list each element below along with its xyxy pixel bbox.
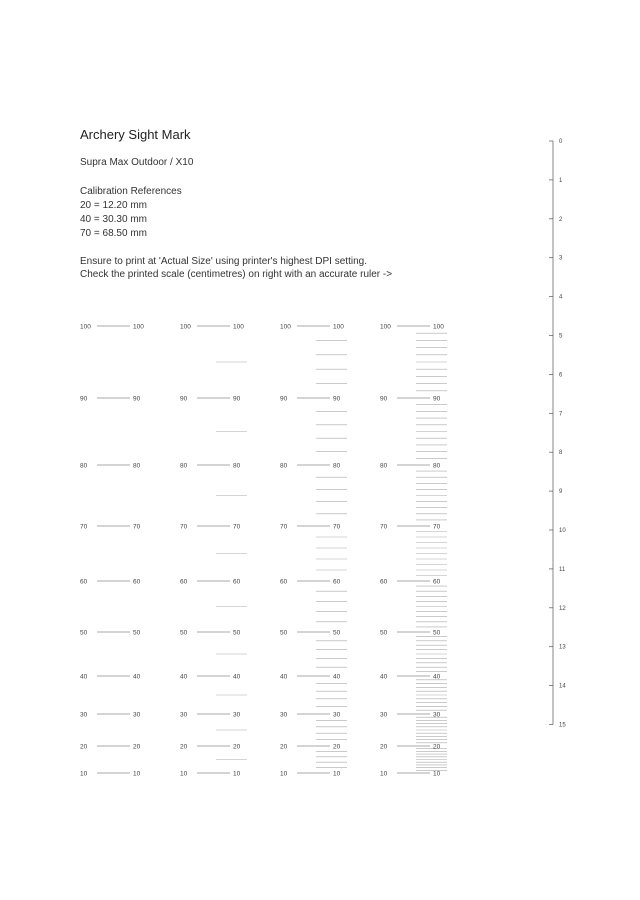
page-title: Archery Sight Mark bbox=[80, 127, 191, 142]
scale-mark-label-left: 20 bbox=[280, 743, 288, 751]
scale-mark-label-right: 90 bbox=[433, 395, 441, 403]
scale-mark-label-right: 80 bbox=[233, 462, 241, 470]
instruction-line: Check the printed scale (centimetres) on right with an accurate ruler -> bbox=[80, 269, 393, 280]
scale-mark-label-right: 70 bbox=[333, 523, 341, 531]
scale-mark-label-right: 50 bbox=[233, 629, 241, 637]
ruler-label: 8 bbox=[559, 450, 563, 457]
calibration-line: 70 = 68.50 mm bbox=[80, 228, 147, 239]
scale-mark-label-right: 30 bbox=[333, 711, 341, 719]
calibration-line: 20 = 12.20 mm bbox=[80, 200, 147, 211]
scale-mark-label-right: 10 bbox=[233, 770, 241, 778]
scale-mark-label-right: 50 bbox=[433, 629, 441, 637]
ruler-label: 6 bbox=[559, 372, 563, 379]
scale-mark-label-left: 70 bbox=[180, 523, 188, 531]
scale-mark-label-right: 60 bbox=[333, 578, 341, 586]
scale-mark-label-left: 50 bbox=[80, 629, 88, 637]
scale-mark-label-right: 20 bbox=[433, 743, 441, 751]
scale-mark-label-right: 60 bbox=[133, 578, 141, 586]
scale-mark-label-right: 40 bbox=[133, 673, 141, 681]
scale-mark-label-left: 60 bbox=[180, 578, 188, 586]
scale-mark-label-left: 20 bbox=[80, 743, 88, 751]
scale-mark-label-right: 60 bbox=[233, 578, 241, 586]
calibration-heading: Calibration References bbox=[80, 186, 182, 197]
scale-mark-label-right: 10 bbox=[433, 770, 441, 778]
ruler-label: 0 bbox=[559, 139, 563, 145]
calibration-line: 40 = 30.30 mm bbox=[80, 214, 147, 225]
ruler-label: 10 bbox=[559, 528, 566, 534]
scale-mark-label-left: 20 bbox=[180, 743, 188, 751]
ruler-label: 5 bbox=[559, 333, 563, 340]
scale-mark-label-right: 100 bbox=[333, 323, 344, 331]
scale-mark-label-right: 100 bbox=[433, 323, 444, 331]
scale-mark-label-left: 10 bbox=[180, 770, 188, 778]
scale-mark-label-right: 40 bbox=[233, 673, 241, 681]
scale-mark-label-right: 50 bbox=[133, 629, 141, 637]
scale-mark-label-left: 80 bbox=[380, 462, 388, 470]
scale-mark-label-left: 70 bbox=[280, 523, 288, 531]
scale-mark-label-right: 20 bbox=[333, 743, 341, 751]
scale-mark-label-left: 80 bbox=[80, 462, 88, 470]
scale-mark-label-left: 40 bbox=[280, 673, 288, 681]
ruler-label: 4 bbox=[559, 294, 563, 301]
scale-mark-label-left: 100 bbox=[280, 323, 291, 331]
scale-mark-label-left: 100 bbox=[380, 323, 391, 331]
scale-mark-label-right: 60 bbox=[433, 578, 441, 586]
scale-mark-label-left: 50 bbox=[380, 629, 388, 637]
bow-setup-subtitle: Supra Max Outdoor / X10 bbox=[80, 157, 194, 168]
ruler-label: 15 bbox=[559, 722, 566, 729]
ruler-label: 13 bbox=[559, 644, 566, 651]
scale-mark-label-left: 90 bbox=[380, 395, 388, 403]
scale-mark-label-right: 80 bbox=[133, 462, 141, 470]
scale-mark-label-left: 40 bbox=[180, 673, 188, 681]
scale-mark-label-left: 10 bbox=[380, 770, 388, 778]
scale-mark-label-right: 50 bbox=[333, 629, 341, 637]
scale-mark-label-right: 90 bbox=[233, 395, 241, 403]
scale-mark-label-left: 80 bbox=[180, 462, 188, 470]
scale-mark-label-left: 80 bbox=[280, 462, 288, 470]
scale-mark-label-left: 100 bbox=[180, 323, 191, 331]
scale-mark-label-right: 10 bbox=[133, 770, 141, 778]
scale-mark-label-left: 100 bbox=[80, 323, 91, 331]
scale-mark-label-right: 30 bbox=[233, 711, 241, 719]
ruler-label: 7 bbox=[559, 411, 563, 418]
scale-mark-label-right: 70 bbox=[133, 523, 141, 531]
scale-mark-label-left: 30 bbox=[280, 711, 288, 719]
scale-mark-label-left: 70 bbox=[80, 523, 88, 531]
scale-mark-label-left: 70 bbox=[380, 523, 388, 531]
ruler-label: 11 bbox=[559, 566, 566, 573]
scale-mark-label-left: 40 bbox=[380, 673, 388, 681]
scale-mark-label-left: 30 bbox=[180, 711, 188, 719]
scale-mark-label-left: 60 bbox=[380, 578, 388, 586]
ruler-label: 12 bbox=[559, 605, 566, 612]
scale-mark-label-right: 90 bbox=[133, 395, 141, 403]
scale-mark-label-left: 90 bbox=[80, 395, 88, 403]
scale-mark-label-right: 20 bbox=[133, 743, 141, 751]
ruler-label: 9 bbox=[559, 489, 563, 496]
scale-mark-label-left: 90 bbox=[280, 395, 288, 403]
scale-mark-label-right: 40 bbox=[333, 673, 341, 681]
scale-mark-label-right: 10 bbox=[333, 770, 341, 778]
scale-mark-label-left: 60 bbox=[80, 578, 88, 586]
ruler-label: 14 bbox=[559, 683, 566, 690]
scale-mark-label-left: 20 bbox=[380, 743, 388, 751]
scale-mark-label-left: 90 bbox=[180, 395, 188, 403]
ruler-label: 2 bbox=[559, 216, 563, 223]
scale-mark-label-right: 70 bbox=[433, 523, 441, 531]
scale-mark-label-left: 30 bbox=[80, 711, 88, 719]
scale-mark-label-right: 40 bbox=[433, 673, 441, 681]
ruler-label: 3 bbox=[559, 255, 563, 262]
scale-mark-label-right: 90 bbox=[333, 395, 341, 403]
scale-mark-label-right: 100 bbox=[133, 323, 144, 331]
scale-mark-label-right: 80 bbox=[433, 462, 441, 470]
scale-mark-label-right: 20 bbox=[233, 743, 241, 751]
scale-mark-label-left: 10 bbox=[80, 770, 88, 778]
scale-mark-label-right: 30 bbox=[433, 711, 441, 719]
ruler-label: 1 bbox=[559, 177, 563, 184]
scale-mark-label-right: 70 bbox=[233, 523, 241, 531]
scale-mark-label-right: 30 bbox=[133, 711, 141, 719]
scale-mark-label-left: 50 bbox=[280, 629, 288, 637]
scale-mark-label-left: 50 bbox=[180, 629, 188, 637]
instruction-line: Ensure to print at 'Actual Size' using printer's highest DPI setting. bbox=[80, 256, 367, 267]
scale-mark-label-left: 60 bbox=[280, 578, 288, 586]
scale-mark-label-right: 100 bbox=[233, 323, 244, 331]
scale-mark-label-left: 10 bbox=[280, 770, 288, 778]
scale-mark-label-left: 40 bbox=[80, 673, 88, 681]
scale-mark-label-right: 80 bbox=[333, 462, 341, 470]
scale-mark-label-left: 30 bbox=[380, 711, 388, 719]
